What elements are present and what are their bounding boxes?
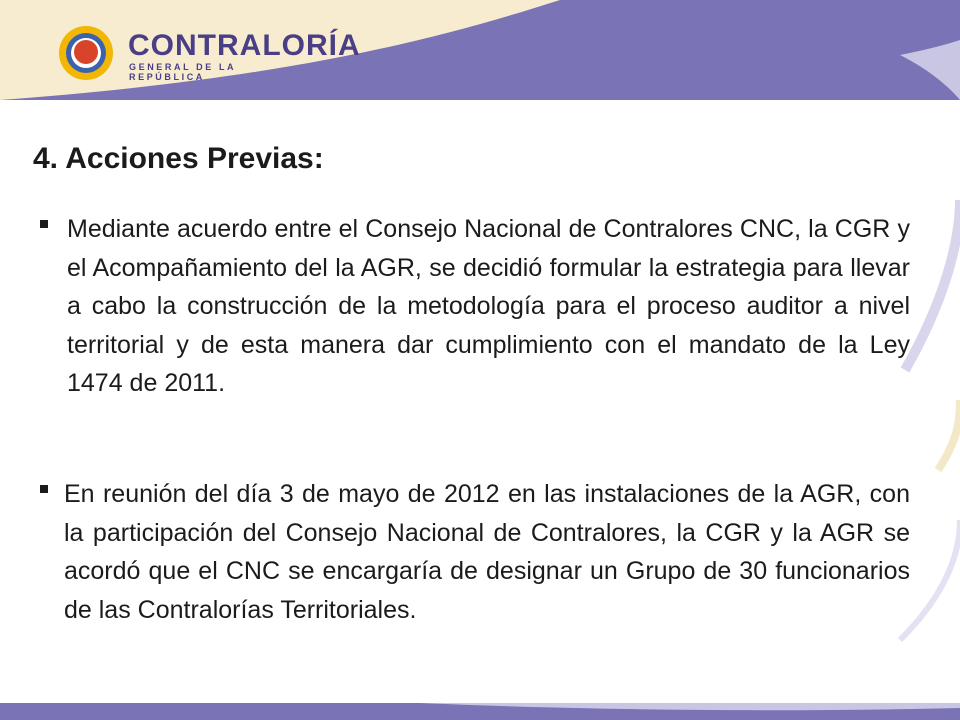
contraloria-logo xyxy=(56,22,361,82)
bullet-text: Mediante acuerdo entre el Consejo Nacional de Contralores CNC, la CGR y el Acompañamiento del la AGR, se decidió formular la estrategia para llevar a cabo la construcción de la metodología para el proceso auditor a nivel territorial y de esta manera dar cumplimiento con el mandato de la Ley 1474 de 2011. xyxy=(67,215,910,397)
logo-name: CONTRALORÍA xyxy=(128,29,361,62)
footer-bar xyxy=(0,703,960,720)
logo-subtitle: GENERAL DE LA REPÚBLICA xyxy=(129,62,236,82)
bullet-square-icon xyxy=(40,485,50,629)
bullet-text: En reunión del día 3 de mayo de 2012 en las instalaciones de la AGR, con la participación del Consejo Nacional de Contralores, la CGR y la AGR se acordó que el CNC se encargaría de designar un Grupo de 30 funcionarios de las Contralorías Territoriales. xyxy=(64,480,910,624)
swirl-cream-arc xyxy=(938,400,960,470)
bullet-item xyxy=(40,475,912,629)
slide-title: 4. Acciones Previas: xyxy=(33,142,324,175)
bullet-item xyxy=(40,210,912,403)
swirl-lavender-arc xyxy=(905,200,960,370)
bullet-square-icon xyxy=(40,220,50,403)
logo-emblem-icon xyxy=(56,22,120,86)
